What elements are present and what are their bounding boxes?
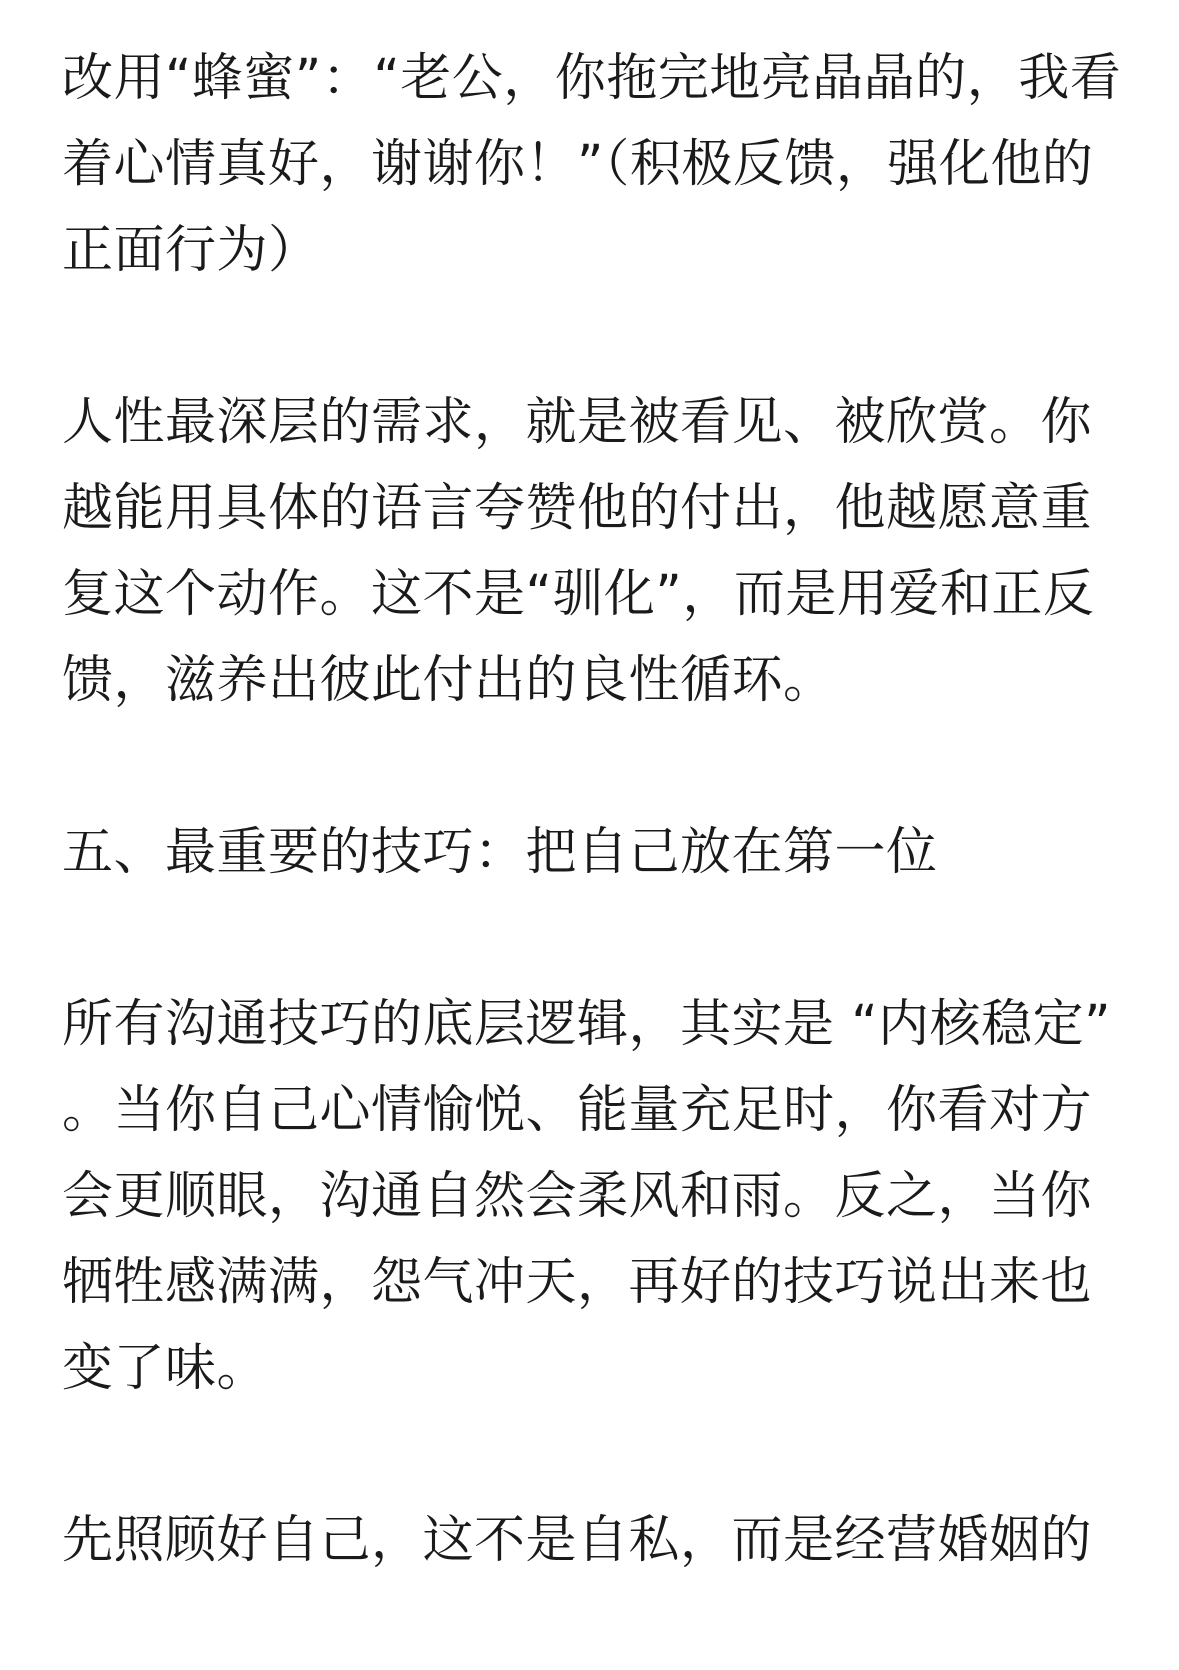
text-line: 变了味。 xyxy=(62,1339,269,1398)
article-body xyxy=(62,36,1122,1670)
text-line: 改用“蜂蜜”：“老公，你拖完地亮晶晶的，我看 xyxy=(62,49,1122,108)
text-line: 正面行为） xyxy=(62,221,320,280)
text-line: 牺牲感满满，怨气冲天，再好的技巧说出来也 xyxy=(62,1253,1093,1312)
text-line: 复这个动作。这不是“驯化”，而是用爱和正反 xyxy=(62,565,1095,624)
text-line: 会更顺眼，沟通自然会柔风和雨。反之，当你 xyxy=(62,1167,1093,1226)
section-heading-five xyxy=(62,810,1122,896)
paragraph-self-care xyxy=(62,1498,1122,1584)
text-line: 先照顾好自己，这不是自私，而是经营婚姻的 xyxy=(62,1511,1093,1570)
text-line: 。当你自己心情愉悦、能量充足时，你看对方 xyxy=(62,1081,1093,1140)
heading-text: 五、最重要的技巧：把自己放在第一位 xyxy=(62,823,938,882)
text-line: 人性最深层的需求，就是被看见、被欣赏。你 xyxy=(62,393,1093,452)
paragraph-inner-stability xyxy=(62,982,1122,1412)
text-line: 所有沟通技巧的底层逻辑，其实是 “内核稳定” xyxy=(62,995,1112,1054)
text-line: 越能用具体的语言夸赞他的付出，他越愿意重 xyxy=(62,479,1093,538)
paragraph-human-nature xyxy=(62,380,1122,724)
paragraph-praise-example xyxy=(62,36,1122,294)
text-line: 着心情真好，谢谢你！”（积极反馈，强化他的 xyxy=(62,135,1094,194)
text-line: 馈，滋养出彼此付出的良性循环。 xyxy=(62,651,835,710)
